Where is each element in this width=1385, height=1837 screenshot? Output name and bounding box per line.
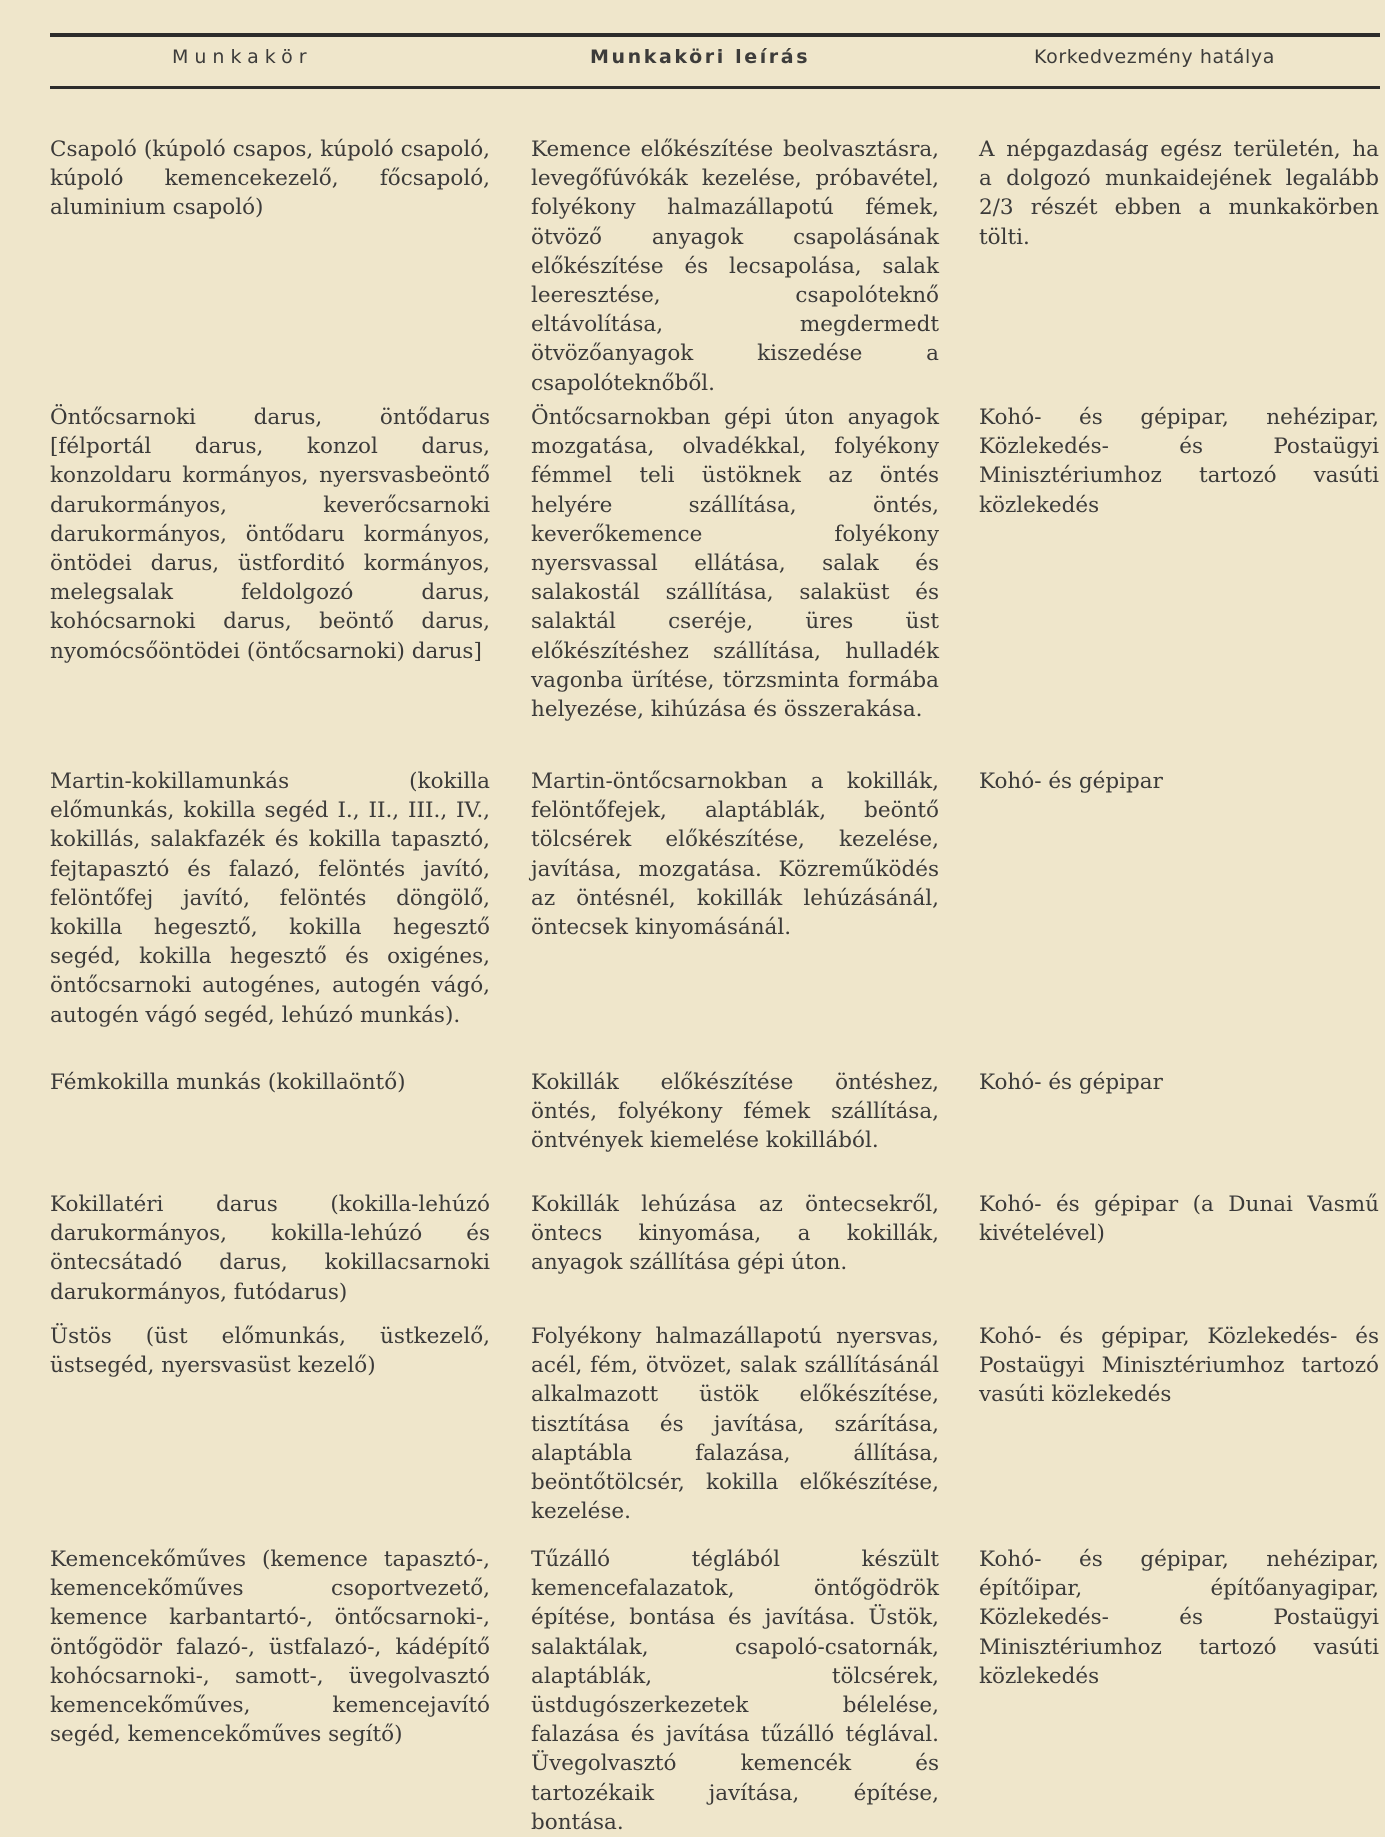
column-header-job: Munkakör	[172, 46, 313, 68]
benefit-scope-cell: A népgazdaság egész területén, ha a dolgozó munkaidejének legalább 2/3 részét ebben a munkakörben tölti.	[979, 137, 1379, 250]
job-title-cell: Kemencekőműves (kemence tapasztó-, kemencekőműves csoportvezető, kemence karbantartó-, öntőcsarnoki-, öntőgödör falazó-, üstfalazó-, kádépítő kohócsarnoki-, samott-, üvegolvasztó kemencekőműves, kemencejavító segéd, kemencekőműves segítő)	[50, 1547, 490, 1748]
table-header-rule	[50, 86, 1380, 89]
job-description-cell: Martin-öntőcsarnokban a kokillák, felöntőfejek, alaptáblák, beöntő tölcsérek előkészítése, kezelése, javítása, mozgatása. Közreműködés az öntésnél, kokillák lehúzásánál, öntecsek kinyomásánál.	[531, 769, 939, 941]
job-title-cell: Üstös (üst előmunkás, üstkezelő, üstsegéd, nyersvasüst kezelő)	[50, 1324, 490, 1379]
column-header-description: Munkaköri leírás	[590, 46, 811, 68]
job-description-cell: Kemence előkészítése beolvasztásra, levegőfúvókák kezelése, próbavétel, folyékony halmazállapotú fémek, ötvöző anyagok csapolásának előkészítése és lecsapolása, salak leeresztése, csapolóteknő eltávolítása, megdermedt ötvözőanyagok kiszedése a csapolóteknőből.	[531, 137, 939, 396]
benefit-scope-cell: Kohó- és gépipar	[979, 769, 1163, 794]
benefit-scope-cell: Kohó- és gépipar, nehézipar, Közlekedés- és Postaügyi Minisztériumhoz tartozó vasúti közlekedés	[979, 405, 1379, 518]
job-description-cell: Öntőcsarnokban gépi úton anyagok mozgatása, olvadékkal, folyékony fémmel teli üstöknek az öntés helyére szállítása, öntés, keverőkemence folyékony nyersvassal ellátása, salak és salakostál szállítása, salaküst és salaktál cseréje, üres üst előkészítéshez szállítása, hulladék vagonba ürítése, törzsminta formába helyezése, kihúzása és összerakása.	[531, 405, 939, 723]
benefit-scope-cell: Kohó- és gépipar	[979, 1070, 1163, 1095]
job-title-cell: Martin-kokillamunkás (kokilla előmunkás, kokilla segéd I., II., III., IV., kokillás, salakfazék és kokilla tapasztó, fejtapasztó és falazó, felöntés javító, felöntőfej javító, felöntés döngölő, kokilla hegesztő, kokilla hegesztő segéd, kokilla hegesztő és oxigénes, öntőcsarnoki autogénes, autogén vágó, autogén vágó segéd, lehúzó munkás).	[50, 769, 490, 1028]
benefit-scope-cell: Kohó- és gépipar, nehézipar, építőipar, építőanyagipar, Közlekedés- és Postaügyi Minisztériumhoz tartozó vasúti közlekedés	[979, 1547, 1379, 1689]
job-description-cell: Kokillák lehúzása az öntecsekről, öntecs kinyomása, a kokillák, anyagok szállítása gépi úton.	[531, 1192, 939, 1276]
benefit-scope-cell: Kohó- és gépipar (a Dunai Vasmű kivételével)	[979, 1192, 1379, 1247]
job-description-cell: Tűzálló téglából készült kemencefalazatok, öntőgödrök építése, bontása és javítása. Üstök, salaktálak, csapoló-csatornák, alaptáblák, tölcsérek, üstdugószerkezetek bélelése, falazása és javítása tűzálló téglával. Üvegolvasztó kemencék és tartozékaik javítása, építése, bontása.	[531, 1547, 939, 1835]
job-title-cell: Fémkokilla munkás (kokillaöntő)	[50, 1070, 406, 1095]
job-description-cell: Kokillák előkészítése öntéshez, öntés, folyékony fémek szállítása, öntvények kiemelése kokillából.	[531, 1070, 939, 1154]
column-header-scope: Korkedvezmény hatálya	[1034, 46, 1275, 68]
job-description-cell: Folyékony halmazállapotú nyersvas, acél, fém, ötvözet, salak szállításánál alkalmazott üstök előkészítése, tisztítása és javítása, szárítása, alaptábla falazása, állítása, beöntőtölcsér, kokilla előkészítése, kezelése.	[531, 1324, 939, 1525]
job-title-cell: Öntőcsarnoki darus, öntődarus [félportál darus, konzol darus, konzoldaru kormányos, nyersvasbeöntő darukormányos, keverőcsarnoki darukormányos, öntődaru kormányos, öntödei darus, üstforditó kormányos, melegsalak feldolgozó darus, kohócsarnoki darus, beöntő darus, nyomócsőöntödei (öntőcsarnoki) darus]	[50, 405, 490, 664]
job-title-cell: Kokillatéri darus (kokilla-lehúzó darukormányos, kokilla-lehúzó és öntecsátadó darus, kokillacsarnoki darukormányos, futódarus)	[50, 1192, 490, 1305]
job-title-cell: Csapoló (kúpoló csapos, kúpoló csapoló, kúpoló kemencekezelő, főcsapoló, aluminium csapoló)	[50, 137, 490, 221]
benefit-scope-cell: Kohó- és gépipar, Közlekedés- és Postaügyi Minisztériumhoz tartozó vasúti közlekedés	[979, 1324, 1379, 1408]
table-top-rule	[50, 33, 1380, 37]
